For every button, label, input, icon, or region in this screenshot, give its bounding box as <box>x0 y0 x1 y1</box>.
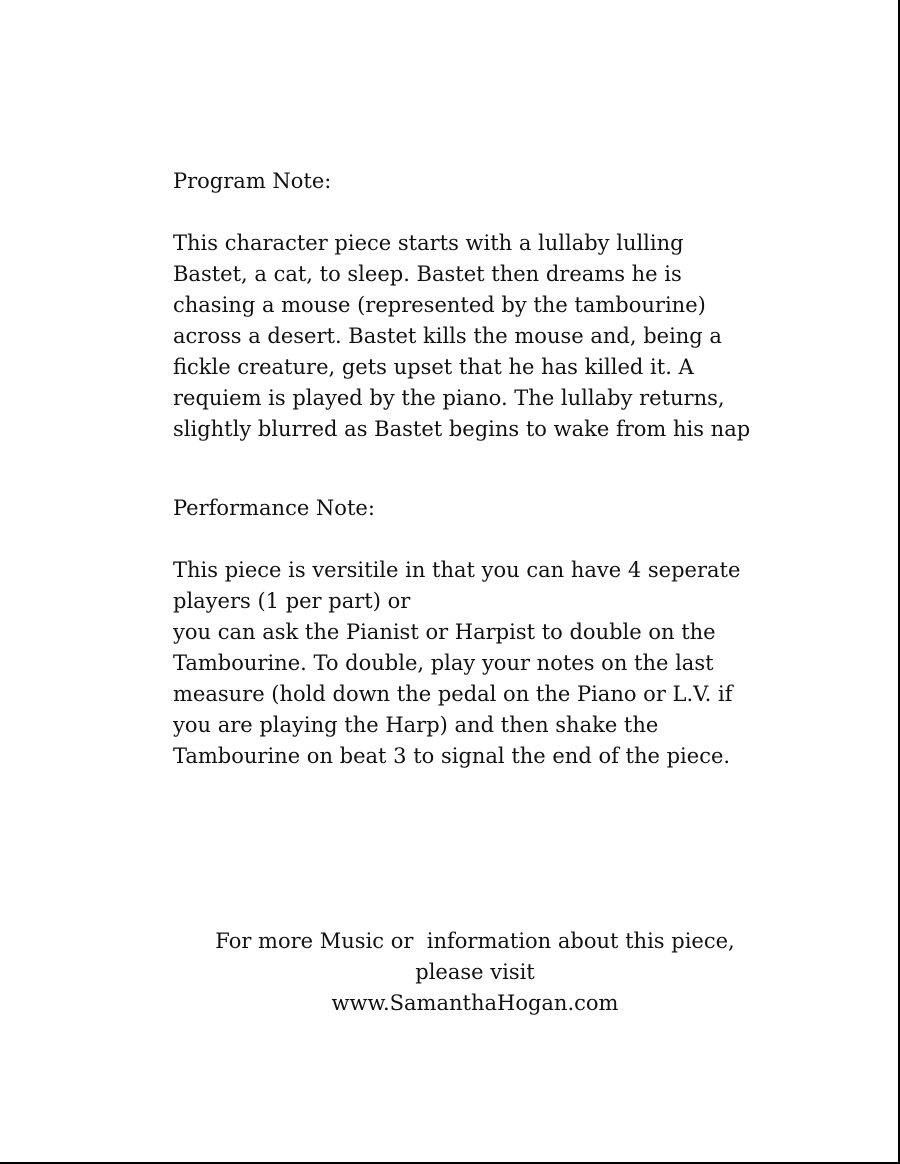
program-note-line: Bastet, a cat, to sleep. Bastet then dreams he is <box>173 262 682 286</box>
program-note-heading: Program Note: <box>173 169 332 193</box>
program-note-line: slightly blurred as Bastet begins to wake from his nap <box>173 417 751 441</box>
performance-note-line: This piece is versitile in that you can have 4 seperate <box>173 558 741 582</box>
program-note-line: requiem is played by the piano. The lullaby returns, <box>173 386 725 410</box>
performance-note-line: you can ask the Pianist or Harpist to double on the <box>173 620 716 644</box>
footer-line: please visit <box>415 960 535 984</box>
footer-line: For more Music or information about this piece, <box>215 929 735 953</box>
program-note-line: fickle creature, gets upset that he has killed it. A <box>173 355 694 379</box>
program-note-body <box>173 228 813 445</box>
notes-content <box>173 166 813 772</box>
performance-note-line: you are playing the Harp) and then shake the <box>173 713 659 737</box>
program-note-line: across a desert. Bastet kills the mouse and, being a <box>173 324 722 348</box>
performance-note-line: Tambourine on beat 3 to signal the end of the piece. <box>173 744 731 768</box>
spacer <box>173 524 813 555</box>
program-note-line: chasing a mouse (represented by the tambourine) <box>173 293 706 317</box>
performance-note-heading: Performance Note: <box>173 496 375 520</box>
performance-note-line: measure (hold down the pedal on the Piano or L.V. if <box>173 682 733 706</box>
performance-note-line: Tambourine. To double, play your notes on the last <box>173 651 714 675</box>
spacer <box>173 445 813 493</box>
footer-info <box>150 926 800 1019</box>
website-link[interactable]: www.SamanthaHogan.com <box>331 991 619 1015</box>
performance-note-body <box>173 555 813 772</box>
program-note-line: This character piece starts with a lullaby lulling <box>173 231 684 255</box>
spacer <box>173 197 813 228</box>
performance-note-line: players (1 per part) or <box>173 589 411 613</box>
